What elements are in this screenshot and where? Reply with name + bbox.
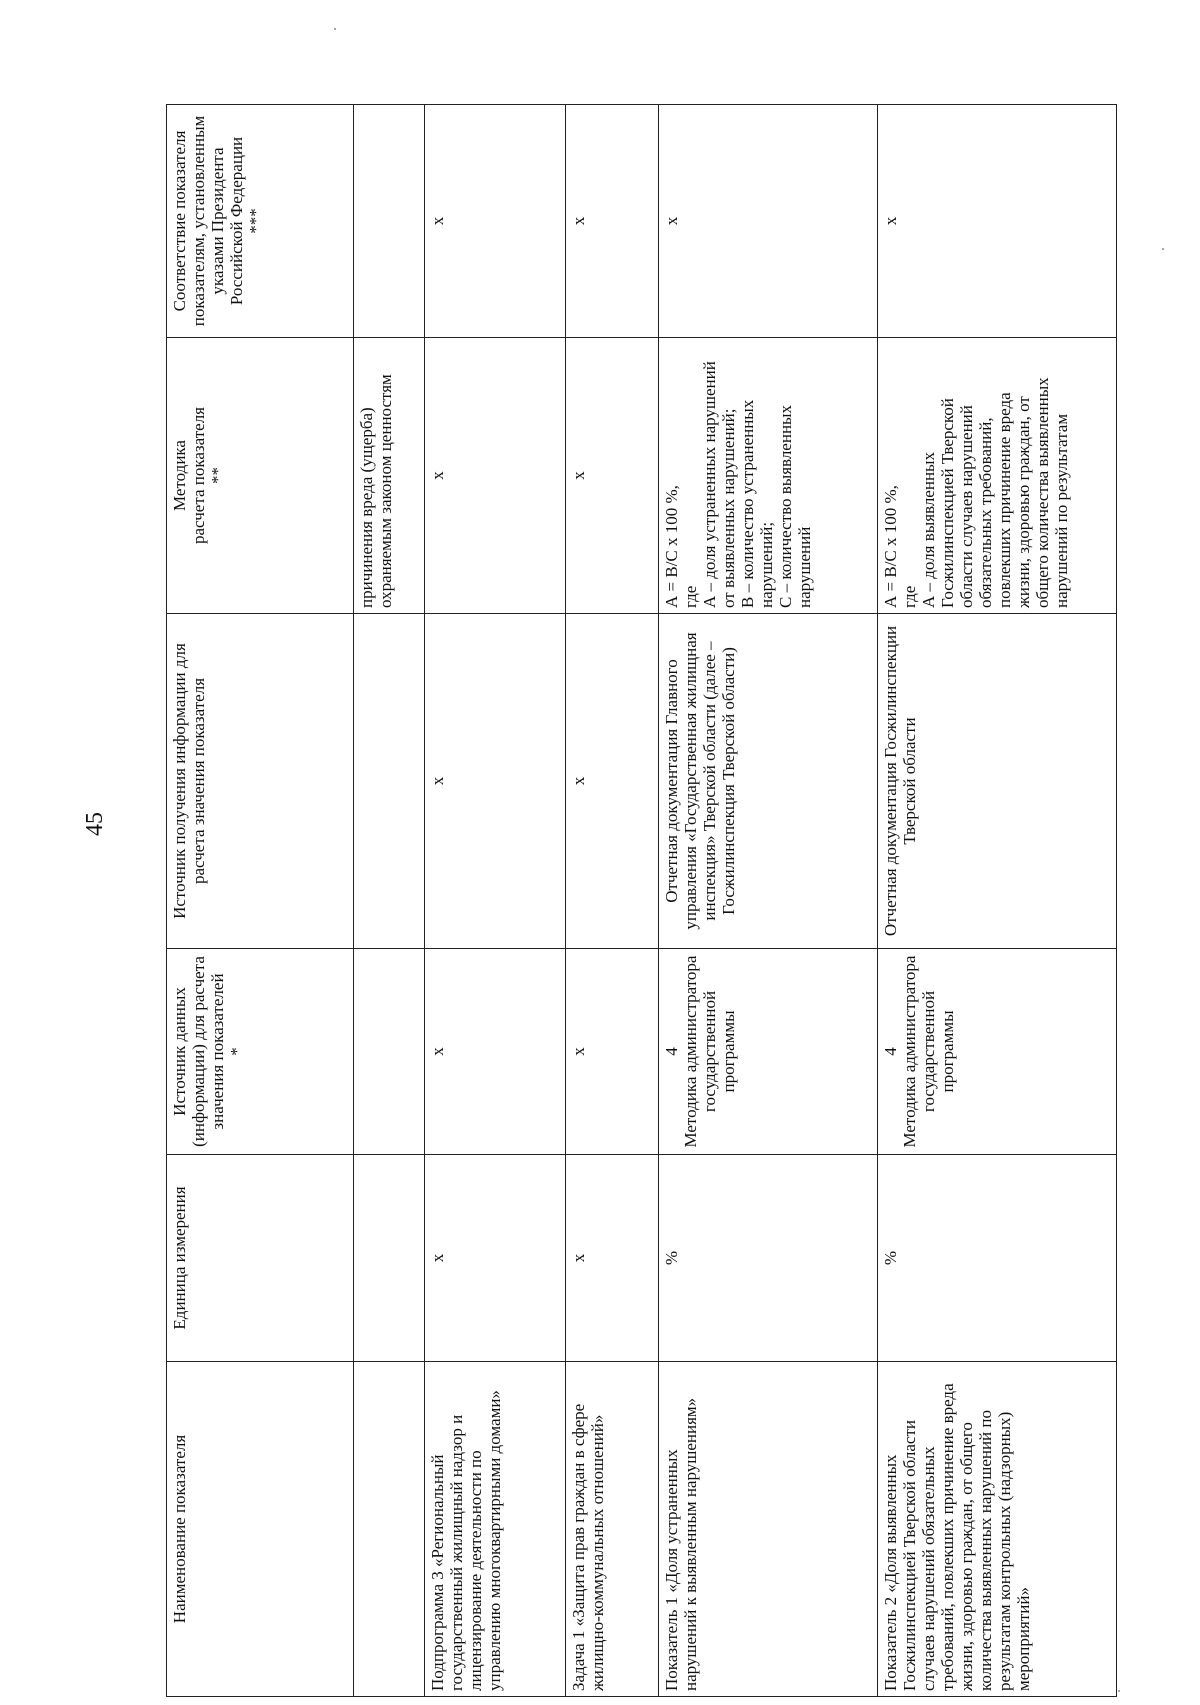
table-row [354, 105, 425, 1697]
cell-unit: х [566, 1155, 659, 1362]
cell-correspondence [354, 105, 425, 338]
cell-name: Показатель 2 «Доля выявленных Госжилинспекцией Тверской области случаев нарушений обязательных требований, повлекших причинение вреда жизни, здоровью граждан, от общего количества выявленных нарушений по результатам контрольных (надзорных) мероприятий» [878, 1362, 1117, 1697]
cell-method: х [425, 338, 566, 614]
cell-info-source [354, 614, 425, 949]
table-header-row [167, 105, 354, 1697]
cell-data-source [354, 949, 425, 1155]
header-indicator-name: Наименование показателя [167, 1362, 354, 1697]
cell-correspondence: х [566, 105, 659, 338]
cell-correspondence: х [659, 105, 878, 338]
cell-method: х [566, 338, 659, 614]
cell-unit: % [659, 1155, 878, 1362]
table-row [566, 105, 659, 1697]
table-row [878, 105, 1117, 1697]
cell-method: А = В/С х 100 %, где А – доля выявленных Госжилинспекцией Тверской области случаев нарушений обязательных требований, повлекших причинение вреда жизни, здоровью граждан, от общего количества выявленных нарушений по результатам [878, 338, 1117, 614]
header-info-source: Источник получения информации для расчета значения показателя [167, 614, 354, 949]
cell-info-source: х [425, 614, 566, 949]
cell-name [354, 1362, 425, 1697]
cell-name: Подпрограмма 3 «Региональный государственный жилищный надзор и лицензирование деятельности по управлению многоквартирными домами» [425, 1362, 566, 1697]
cell-method: А = В/С х 100 %, где А – доля устраненных нарушений от выявленных нарушений; В – количество устраненных нарушений; С – количество выявленных нарушений [659, 338, 878, 614]
indicators-table [166, 104, 1117, 1697]
scan-speck [1118, 1690, 1120, 1692]
cell-correspondence: х [425, 105, 566, 338]
cell-method: причинения вреда (ущерба) охраняемым законом ценностям [354, 338, 425, 614]
rotated-table-container [166, 105, 1095, 1697]
cell-data-source: х [425, 949, 566, 1155]
cell-data-source: х [566, 949, 659, 1155]
cell-data-source: 4 Методика администратора государственной программы [659, 949, 878, 1155]
cell-unit: % [878, 1155, 1117, 1362]
cell-info-source: Отчетная документация Главного управления «Государственная жилищная инспекция» Тверской области (далее – Госжилинспекция Тверской области) [659, 614, 878, 949]
table-row [425, 105, 566, 1697]
cell-correspondence: х [878, 105, 1117, 338]
scan-speck [1162, 248, 1164, 250]
cell-name: Показатель 1 «Доля устраненных нарушений к выявленным нарушениям» [659, 1362, 878, 1697]
cell-info-source: Отчетная документация Госжилинспекции Тверской области [878, 614, 1117, 949]
table-row [659, 105, 878, 1697]
cell-data-source: 4 Методика администратора государственной программы [878, 949, 1117, 1155]
header-method: Методика расчета показателя ** [167, 338, 354, 614]
cell-info-source: х [566, 614, 659, 949]
header-correspondence: Соответствие показателя показателям, установленным указами Президента Российской Федерации *** [167, 105, 354, 338]
page-number: 45 [82, 812, 108, 836]
header-data-source: Источник данных (информации) для расчета значения показателей * [167, 949, 354, 1155]
scan-speck [334, 28, 336, 30]
cell-unit [354, 1155, 425, 1362]
header-unit: Единица измерения [167, 1155, 354, 1362]
cell-unit: х [425, 1155, 566, 1362]
cell-name: Задача 1 «Защита прав граждан в сфере жилищно-коммунальных отношений» [566, 1362, 659, 1697]
